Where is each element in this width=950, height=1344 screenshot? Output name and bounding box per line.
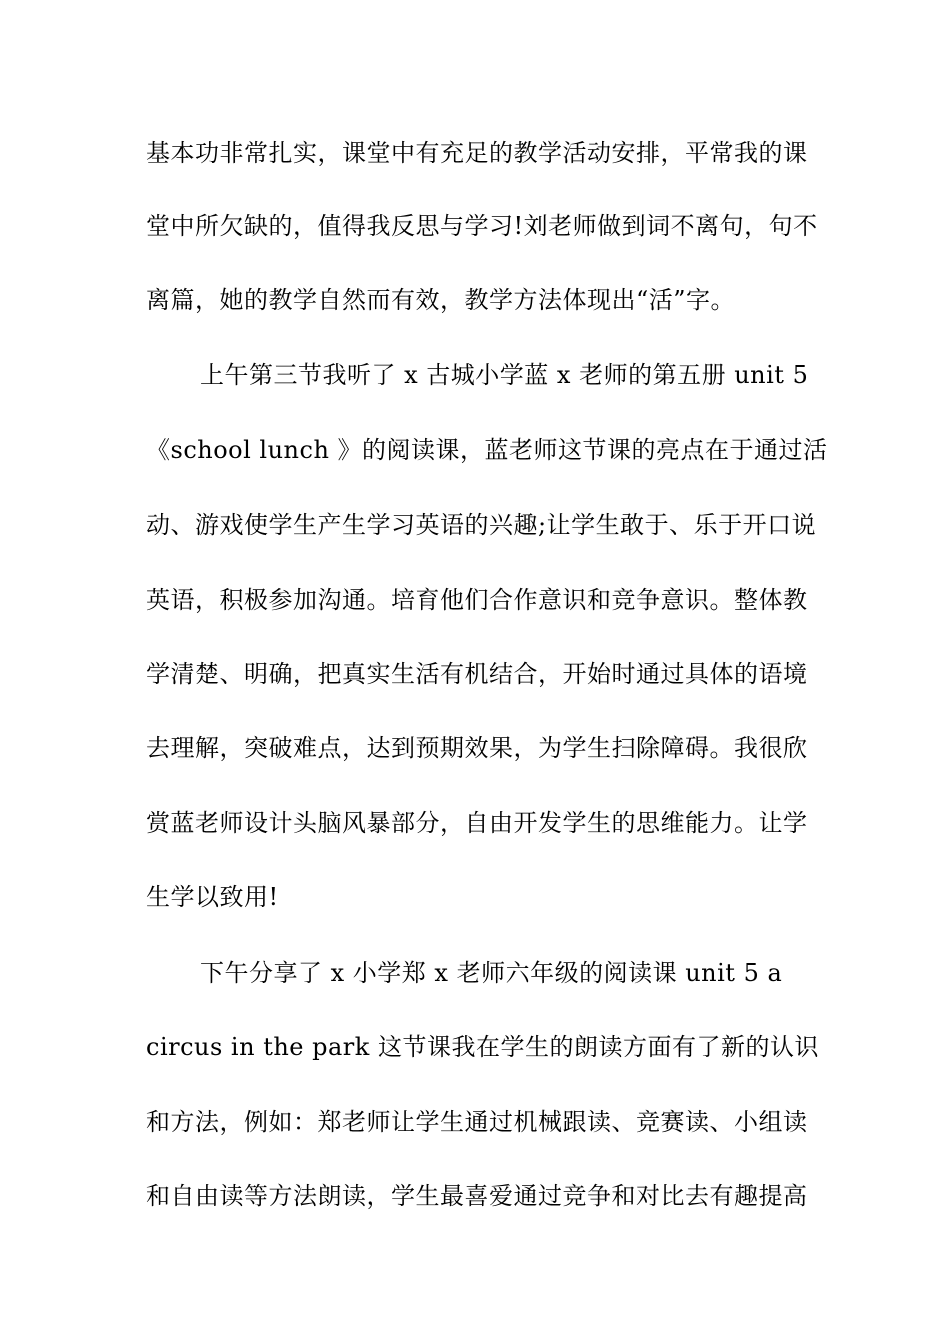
paragraph-first-line: 下午分享了 x 小学郑 x 老师六年级的阅读课 unit 5 a xyxy=(200,959,783,987)
text-line: 动、游戏使学生产生学习英语的兴趣;让学生敢于、乐于开口说 xyxy=(146,511,817,539)
text-line: 英语，积极参加沟通。培育他们合作意识和竞争意识。整体教 xyxy=(146,586,808,614)
text-line: 学清楚、明确，把真实生活有机结合，开始时通过具体的语境 xyxy=(146,660,808,688)
paragraph-first-line: 上午第三节我听了 x 古城小学蓝 x 老师的第五册 unit 5 xyxy=(200,361,809,389)
text-line: circus in the park 这节课我在学生的朗读方面有了新的认识 xyxy=(146,1033,819,1061)
text-line: 《school lunch 》的阅读课，蓝老师这节课的亮点在于通过活 xyxy=(146,436,828,464)
text-line: 去理解，突破难点，达到预期效果，为学生扫除障碍。我很欣 xyxy=(146,734,808,762)
text-line: 赏蓝老师设计头脑风暴部分，自由开发学生的思维能力。让学 xyxy=(146,809,808,837)
text-line: 离篇，她的教学自然而有效，教学方法体现出“活”字。 xyxy=(146,286,736,314)
text-line: 和方法，例如：郑老师让学生通过机械跟读、竞赛读、小组读 xyxy=(146,1108,808,1136)
text-line: 和自由读等方法朗读，学生最喜爱通过竞争和对比去有趣提高 xyxy=(146,1182,808,1210)
text-line: 堂中所欠缺的，值得我反思与学习!刘老师做到词不离句，句不 xyxy=(146,212,818,240)
text-line: 基本功非常扎实，课堂中有充足的教学活动安排，平常我的课 xyxy=(146,139,808,167)
text-line: 生学以致用! xyxy=(146,883,279,911)
